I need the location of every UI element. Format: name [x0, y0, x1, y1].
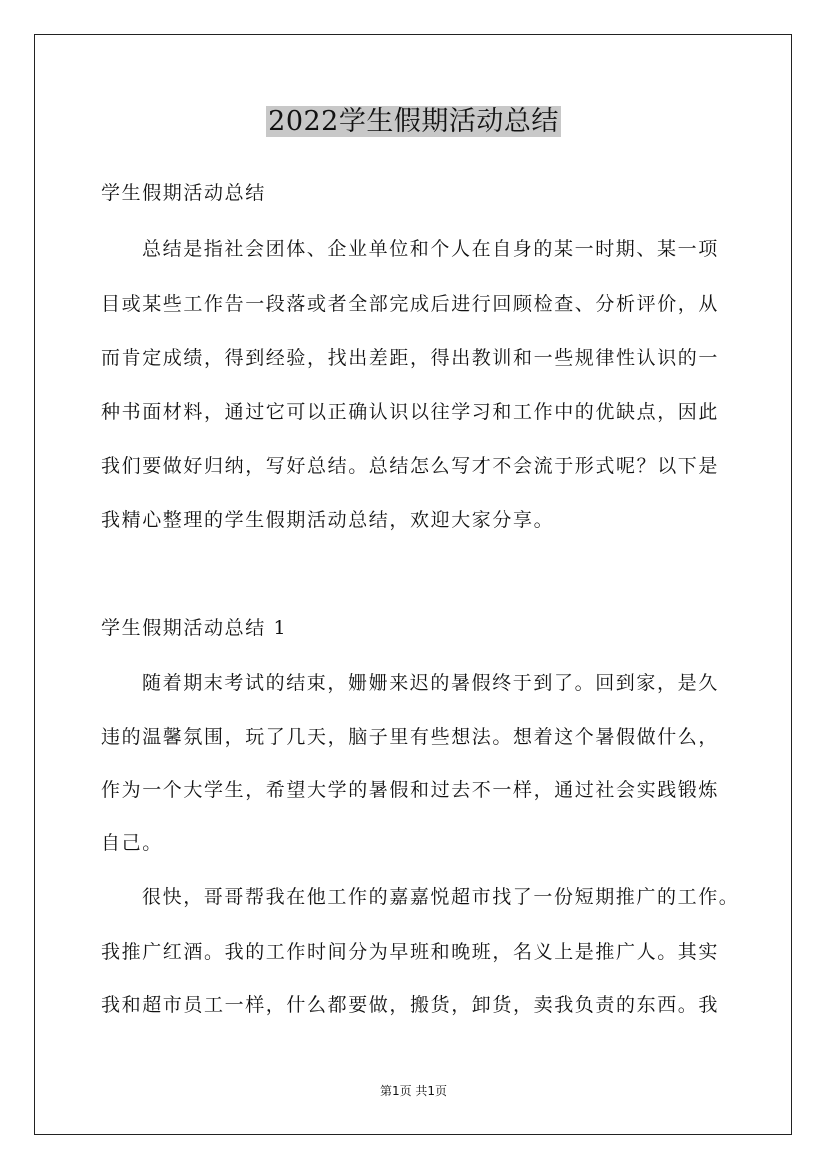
page-number-footer: 第1页 共1页: [379, 1084, 448, 1098]
intro-line: 目或某些工作告一段落或者全部完成后进行回顾检查、分析评价，从: [101, 293, 720, 315]
section-paragraph-line: 自己。: [101, 832, 163, 854]
intro-heading: 学生假期活动总结: [101, 182, 266, 204]
section-heading: 学生假期活动总结 1: [101, 617, 288, 639]
intro-line: 而肯定成绩，得到经验，找出差距，得出教训和一些规律性认识的一: [101, 347, 720, 369]
section-paragraph-line: 我和超市员工一样，什么都要做，搬货，卸货，卖我负责的东西。我: [101, 994, 720, 1016]
intro-line: 我们要做好归纳，写好总结。总结怎么写才不会流于形式呢？以下是: [101, 455, 720, 477]
section-paragraph-line: 作为一个大学生，希望大学的暑假和过去不一样，通过社会实践锻炼: [101, 779, 720, 801]
section-paragraph-line: 我推广红酒。我的工作时间分为早班和晚班，名义上是推广人。其实: [101, 941, 720, 963]
intro-line: 种书面材料，通过它可以正确认识以往学习和工作中的优缺点，因此: [101, 401, 720, 423]
intro-line: 我精心整理的学生假期活动总结，欢迎大家分享。: [101, 509, 555, 531]
intro-line: 总结是指社会团体、企业单位和个人在自身的某一时期、某一项: [142, 238, 719, 260]
document-title-text: 2022学生假期活动总结: [268, 106, 559, 137]
section-paragraph-line: 很快，哥哥帮我在他工作的嘉嘉悦超市找了一份短期推广的工作。: [142, 886, 740, 908]
section-paragraph-line: 随着期末考试的结束，姗姗来迟的暑假终于到了。回到家，是久: [142, 672, 719, 694]
document-title: [0, 103, 827, 141]
section-paragraph-line: 违的温馨氛围，玩了几天，脑子里有些想法。想着这个暑假做什么，: [101, 726, 720, 748]
